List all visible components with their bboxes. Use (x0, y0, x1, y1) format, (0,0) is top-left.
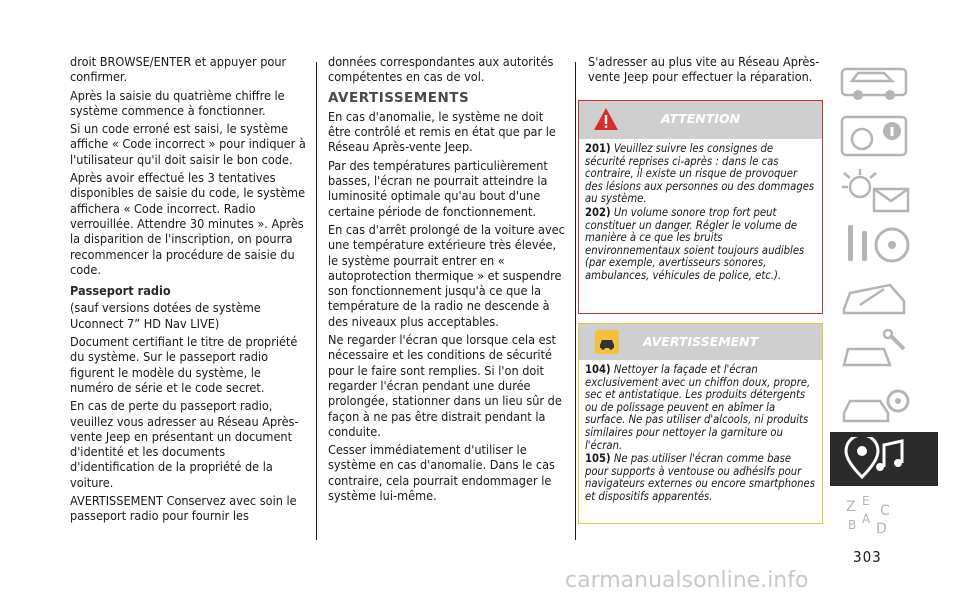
paragraph: Document certifiant le titre de propriété du système. Sur le passeport radio figurent le modèle du système, le numéro de série et le code secret. (70, 334, 298, 395)
paragraph: AVERTISSEMENT Conservez avec soin le passeport radio pour fournir les (70, 493, 297, 524)
note-text: Nettoyer la façade et l'écran exclusivement avec un chiffon doux, propre, sec et antistatique. Les produits détergents ou de polissage peuvent en abîmer la surface. Ne pas utiliser d'alcools, ni produits similaires pour nettoyer la garniture ou l'écran. (585, 363, 811, 452)
attention-header (579, 101, 822, 139)
paragraph: Cesser immédiatement d'utiliser le système en cas d'anomalie. Dans le cas contraire, cela pourrait endommager le système lui-même. (328, 442, 555, 504)
column-1 (70, 54, 308, 527)
tab-emergency[interactable] (830, 270, 938, 324)
tab-index[interactable] (830, 486, 938, 540)
column-2 (328, 54, 566, 506)
svg-text:D: D (876, 521, 887, 537)
column-divider (316, 62, 317, 540)
paragraph: Ne regarder l'écran que lorsque cela est nécessaire et les conditions de sécurité pour le faire sont remplies. Si l'on doit regarder l'écran pendant une durée prolongée, stationner dans un lieu sûr de façon à ne pas être distrait pendant la conduite. (328, 332, 562, 439)
note-number: 105) (585, 452, 611, 466)
page-number: 303 (853, 548, 882, 566)
index-icon (840, 491, 928, 537)
watermark: carmanualsonline.info (565, 568, 809, 593)
note-202 (585, 207, 816, 283)
warning-title: AVERTISSEMENT (642, 334, 759, 349)
note-201 (585, 143, 816, 206)
tab-multimedia[interactable] (830, 432, 938, 486)
note-number: 202) (585, 205, 611, 219)
car-crash-icon (840, 275, 928, 321)
note-105 (585, 453, 816, 503)
note-text: Ne pas utiliser l'écran comme base pour supports à ventouse ou adhésifs pour navigateurs externes ou encore smartphones et dispositifs apparentés. (585, 452, 815, 503)
note-104 (585, 364, 816, 452)
note-text: Un volume sonore trop fort peut constituer un danger. Régler le volume de manière à ce que les bruits environnementaux soient toujours audibles (par exemple, avertisseurs sonores, ambulances, véhicules de police, etc.). (585, 205, 805, 282)
multimedia-icon (840, 437, 928, 483)
car-info-icon (840, 59, 928, 105)
paragraph: Après la saisie du quatrième chiffre le système commence à fonctionner. (70, 87, 285, 118)
tab-safety[interactable] (830, 216, 938, 270)
warning-box (578, 323, 823, 524)
svg-text:C: C (880, 503, 890, 519)
paragraph: En cas d'arrêt prolongé de la voiture avec une température extérieure très élevée, le système pourrait entrer en « autoprotection thermique » et suspendre son fonctionnement jusqu'à ce que la température de la radio ne descende à des niveaux plus acceptables. (328, 221, 565, 329)
tab-car-info[interactable] (830, 54, 938, 108)
attention-box (578, 100, 823, 314)
attention-body (579, 139, 822, 288)
paragraph: S'adresser au plus vite au Réseau Après-vente Jeep pour effectuer la réparation. (588, 54, 820, 85)
paragraph: droit BROWSE/ENTER et appuyer pour confirmer. (70, 54, 287, 85)
car-gear-icon (840, 383, 928, 429)
svg-text:B: B (848, 518, 857, 532)
subheading-radio-passport: Passeport radio (70, 283, 171, 299)
svg-text:E: E (862, 494, 870, 508)
warning-body (579, 360, 822, 509)
paragraph: Par des températures particulièrement basses, l'écran ne pourrait atteindre la luminosité optimale qu'au bout d'une certaine période de fonctionnement. (328, 157, 548, 219)
tools-steering-icon (840, 221, 928, 267)
tab-lights[interactable] (830, 162, 938, 216)
note-number: 104) (585, 363, 611, 376)
paragraph: En cas de perte du passeport radio, veuillez vous adresser au Réseau Après-vente Jeep en présentant un document d'identité et les documents d'identification de la propriété de la voiture. (70, 398, 299, 490)
column-divider (575, 62, 576, 540)
paragraph: Après avoir effectué les 3 tentatives disponibles de saisie du code, le système affichera « Code incorrect. Radio verrouillée. Attendre 30 minutes ». Après la disparition de l'inscription, on pourra recommencer la procédure de saisie du code. (70, 170, 306, 277)
section-heading-warnings: AVERTISSEMENTS (328, 89, 470, 106)
svg-text:A: A (862, 512, 871, 526)
attention-title: ATTENTION (660, 111, 741, 126)
svg-text:Z: Z (846, 499, 856, 515)
lights-envelope-icon (840, 167, 928, 213)
note-number: 201) (585, 142, 611, 155)
paragraph: (sauf versions dotées de système Uconnect 7” HD Nav LIVE) (70, 300, 261, 331)
warning-header (579, 324, 822, 360)
tab-technical-data[interactable] (830, 378, 938, 432)
wrench-car-icon (840, 329, 928, 375)
paragraph: En cas d'anomalie, le système ne doit être contrôlé et remis en état que par le Réseau Après-vente Jeep. (328, 108, 556, 155)
tab-maintenance[interactable] (830, 324, 938, 378)
tab-dashboard[interactable] (830, 108, 938, 162)
dashboard-info-icon (840, 113, 928, 159)
paragraph: données correspondantes aux autorités compétentes en cas de vol. (328, 54, 554, 85)
column-3 (588, 54, 820, 88)
note-text: Veuillez suivre les consignes de sécurité reprises ci-après : dans le cas contraire, il existe un risque de provoquer des lésions aux personnes ou des dommages au système. (585, 142, 815, 206)
paragraph: Si un code erroné est saisi, le système affiche « Code incorrect » pour indiquer à l'utilisateur qu'il doit saisir le bon code. (70, 121, 306, 167)
